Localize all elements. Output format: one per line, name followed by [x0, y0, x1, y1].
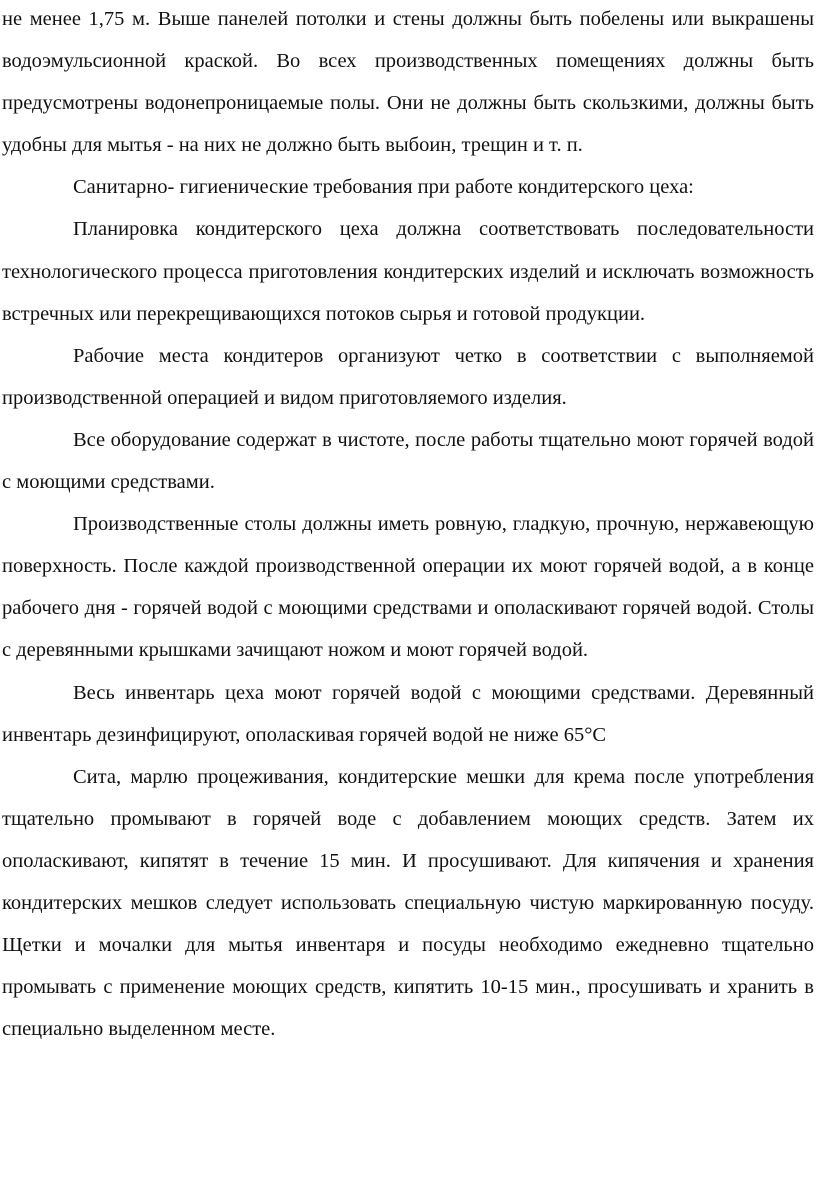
paragraph-layout: Планировка кондитерского цеха должна соответствовать последовательности технологического процесса приготовления кондитерских изделий и исключать возможность встречных или перекрещивающихся потоков сырья и готовой продукции. — [2, 218, 814, 325]
paragraph-workplaces: Рабочие места кондитеров организуют четко в соответствии с выполняемой производственной операцией и видом приготовляемого изделия. — [2, 344, 814, 409]
paragraph-heading-requirements: Санитарно- гигиенические требования при работе кондитерского цеха: — [73, 176, 694, 199]
paragraph-tables: Производственные столы должны иметь ровную, гладкую, прочную, нержавеющую поверхность. После каждой производственной операции их моют горячей водой, а в конце рабочего дня - горячей водой с моющими средствами и ополаскивают горячей водой. Столы с деревянными крышками зачищают ножом и моют горячей водой. — [2, 513, 814, 662]
paragraph-equipment: Все оборудование содержат в чистоте, после работы тщательно моют горячей водой с моющими средствами. — [2, 428, 814, 494]
document-body — [2, 0, 814, 1050]
paragraph-inventory: Весь инвентарь цеха моют горячей водой с моющими средствами. Деревянный инвентарь дезинфицируют, ополаскивая горячей водой не ниже 65°С — [2, 681, 814, 746]
paragraph-continued: не менее 1,75 м. Выше панелей потолки и стены должны быть побелены или выкрашены водоэмульсионной краской. Во всех производственных помещениях должны быть предусмотрены водонепроницаемые полы. Они не должны быть скользкими, должны быть удобны для мытья - на них не должно быть выбоин, трещин и т. п. — [2, 8, 814, 157]
paragraph-sieves-bags: Сита, марлю процеживания, кондитерские мешки для крема после употребления тщательно промывают в горячей воде с добавлением моющих средств. Затем их ополаскивают, кипятят в течение 15 мин. И просушивают. Для кипячения и хранения кондитерских мешков следует использовать специальную чистую маркированную посуду. Щетки и мочалки для мытья инвентаря и посуды необходимо ежедневно тщательно промывать с применение моющих средств, кипятить 10-15 мин., просушивать и хранить в специально выделенном месте. — [2, 765, 814, 1041]
